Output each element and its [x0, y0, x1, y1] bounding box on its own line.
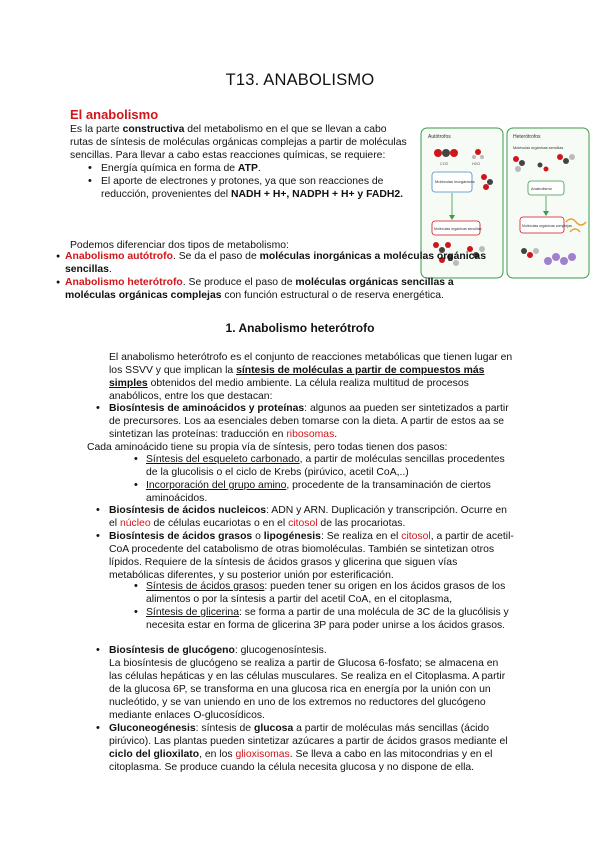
- molecule-icon: [450, 149, 458, 157]
- heterotroph-item: ● Anabolismo heterótrofo. Se produce el paso de moléculas orgánicas sencillas a moléculas orgánicas complejas con función estructural o de reserva energética.: [57, 276, 500, 302]
- requirements-list: [84, 162, 412, 201]
- fig-left-bottom-label: Moléculas orgánicas sencillas: [434, 227, 482, 231]
- constructive-term: constructiva: [122, 124, 185, 135]
- list-item: • Energía química en forma de ATP.: [84, 162, 412, 175]
- fig-mid-box-label: Anabolismo: [531, 186, 552, 191]
- list-item: • Biosíntesis de ácidos nucleicos: ADN y ARN. Duplicación y transcripción. Ocurre en el núcleo de células eucariotas o en el citosol de las procariotas.: [92, 504, 514, 530]
- heterotroph-panel: [507, 128, 589, 278]
- list-item: • Síntesis de glicerina: se forma a partir de una molécula de 3C de la glucólisis y necesita estar en forma de glicerina 3P para poder unirse a los ácidos grasos.: [133, 606, 517, 632]
- processes-list-3: [92, 644, 514, 774]
- list-item: • Incorporación del grupo amino, procedente de la transaminación de ciertos aminoácidos.: [133, 479, 517, 505]
- fig-left-box-label: Moléculas inorgánicas: [435, 179, 475, 184]
- molecule-icon: [480, 155, 484, 159]
- molecule-icon: [442, 149, 450, 157]
- protein-icon: [544, 257, 552, 265]
- page-title: T13. ANABOLISMO: [225, 71, 375, 89]
- fig-right-title: Heterótrofos: [513, 134, 541, 140]
- processes-list: [92, 402, 514, 441]
- types-list: [57, 250, 500, 302]
- autotroph-item: ● Anabolismo autótrofo. Se da el paso de moléculas inorgánicas a moléculas orgánicas sencillas.: [57, 250, 500, 276]
- intro-block: [70, 123, 412, 201]
- list-item: • Gluconeogénesis: síntesis de glucosa a partir de moléculas más sencillas (ácido pirúvico). Las plantas pueden sintetizar azúcares a partir de ácidos grasos mediante el ciclo del glioxilato, en los glioxisomas. Se lleva a cabo en las mitocondrias y en el citoplasma. Se produce cuando la célula necesita glucosa y no dispone de ella.: [92, 722, 514, 774]
- lipid-steps-list: [133, 580, 517, 632]
- list-item: • Biosíntesis de ácidos grasos o lipogénesis: Se realiza en el citosol, a partir de acetil-CoA procedente del catabolismo de otras biomoléculas. También se sintetizan otros lípidos. Requiere de la síntesis de ácidos grasos y glicerina que siguen vías metabólicas diferentes, y su posterior unión por esterificación.: [92, 530, 514, 582]
- list-item: • Síntesis del esqueleto carbonado, a partir de moléculas sencillas procedentes de la glucolisis o el ciclo de Krebs (pirúvico, acetil CoA,..): [133, 453, 517, 479]
- intro-heading: El anabolismo: [70, 107, 159, 122]
- steps-intro: Cada aminoácido tiene su propia vía de síntesis, pero todas tienen dos pasos:: [87, 442, 448, 453]
- section-heading: 1. Anabolismo heterótrofo: [225, 321, 375, 335]
- list-item: • Síntesis de ácidos grasos: pueden tener su origen en los ácidos grasos de los alimentos o por la síntesis a partir del acetil CoA, en el citoplasma,: [133, 580, 517, 606]
- fig-right-top-label: Moléculas orgánicas sencillas: [513, 146, 564, 150]
- intro-paragraph: Es la parte constructiva del metabolismo en el que se llevan a cabo rutas de síntesis de moléculas orgánicas complejas a partir de moléculas sencillas. Para llevar a cabo estas reacciones químicas, se requiere:: [70, 124, 407, 161]
- steps-list: [133, 453, 517, 505]
- fig-h2o: H2O: [472, 161, 481, 166]
- list-item: • El aporte de electrones y protones, ya que son reacciones de reducción, provenientes del NADH + H+, NADPH + H+ y FADH2.: [84, 175, 412, 201]
- molecule-icon: [434, 149, 442, 157]
- list-item: • Biosíntesis de aminoácidos y proteínas: algunos aa pueden ser sintetizados a partir de precursores. Los aa esenciales deben tomarse con la dieta. A partir de estos aa se sintetizan las proteínas: traducción en ribosomas.: [92, 402, 514, 441]
- fig-right-box-label: Moléculas orgánicas complejas: [522, 224, 572, 228]
- processes-list-2: [92, 504, 514, 582]
- molecule-icon: [475, 149, 481, 155]
- section-definition: El anabolismo heterótrofo es el conjunto de reacciones metabólicas que tienen lugar en los SSVV y que implican la síntesis de moléculas a partir de compuestos más simples obtenidos del medio ambiente. La célula realiza multitud de procesos anabólicos, entre los que destacan:: [109, 352, 513, 402]
- list-item: • Biosíntesis de glucógeno: glucogenosíntesis. La biosíntesis de glucógeno se realiza a partir de Glucosa 6-fosfato; se almacena en las células hepáticas y en las células musculares. Se realiza en el Citoplasma. A partir de la glucosa 6P, se transforma en una glucosa rica en energía por la unión con un nucleótido, y se van uniendo en uno de los extremos no reductores del glucógeno mediante enlaces O-glucosídicos.: [92, 644, 514, 722]
- fig-left-title: Autótrofos: [428, 134, 451, 140]
- fig-co2: CO2: [440, 161, 449, 166]
- types-intro: Podemos diferenciar dos tipos de metabolismo:: [70, 240, 289, 251]
- molecule-icon: [472, 155, 476, 159]
